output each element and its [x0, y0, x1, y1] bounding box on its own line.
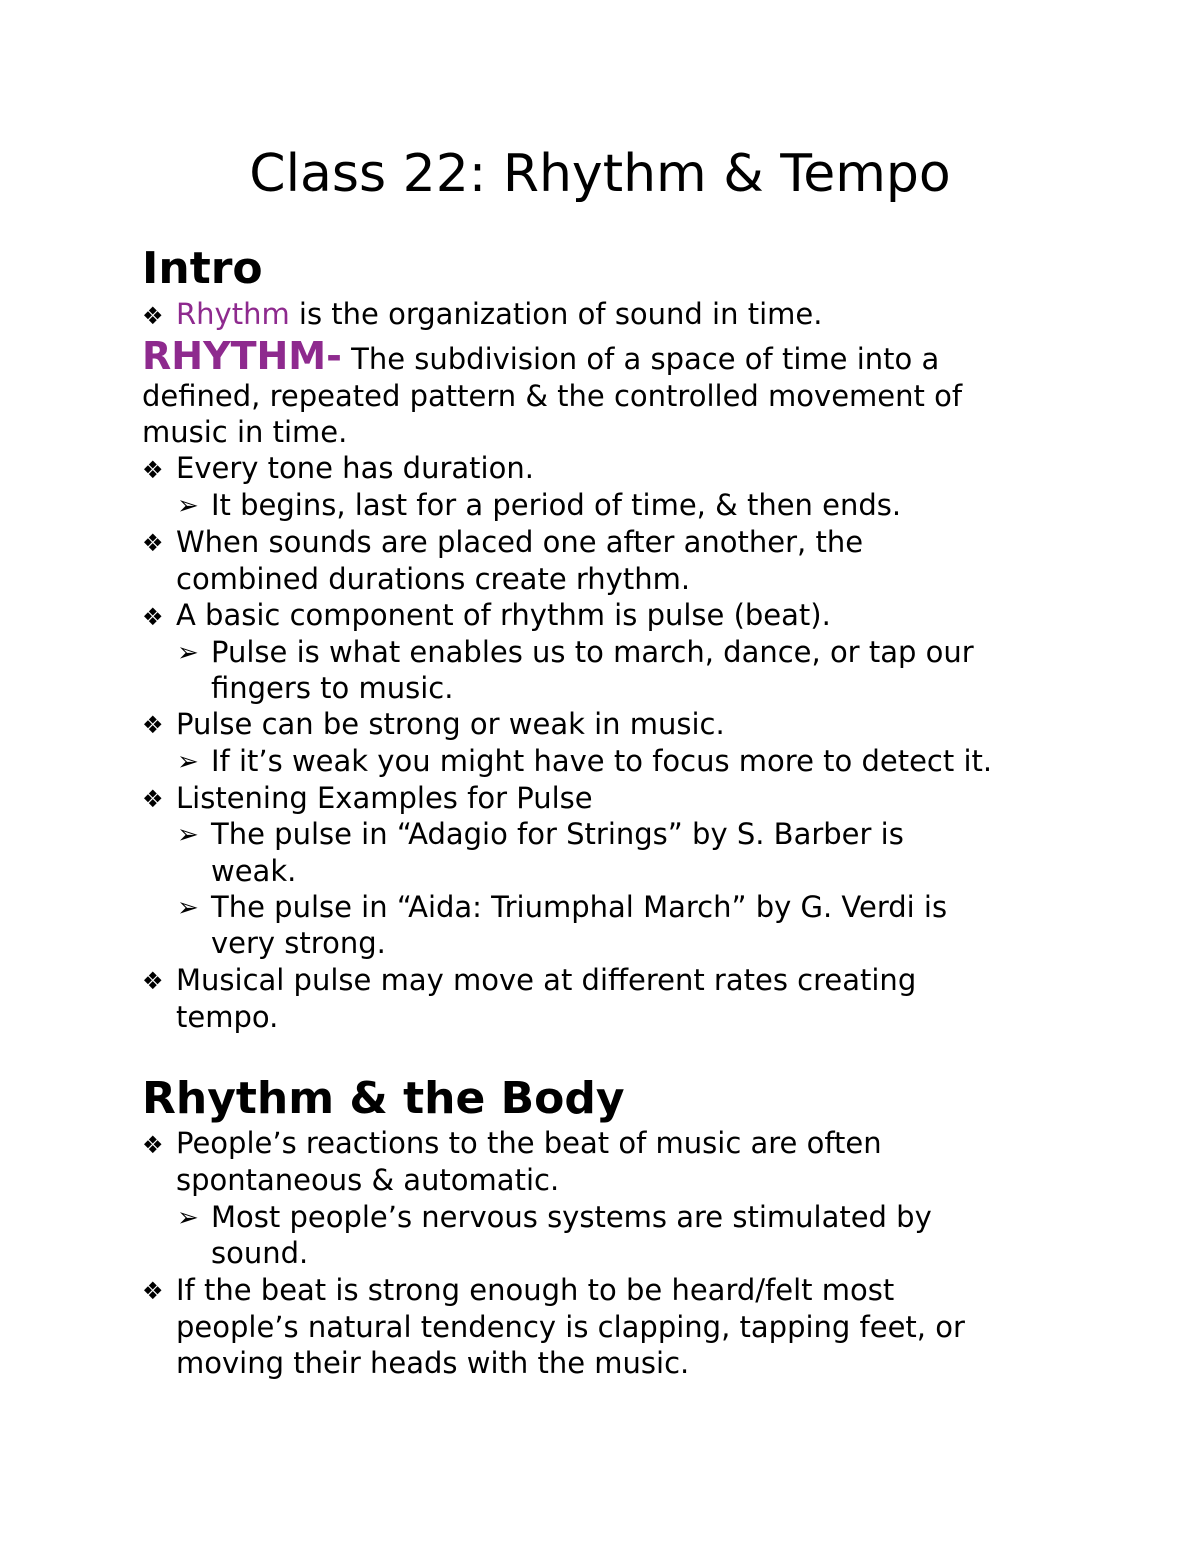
- intro-item-2: Every tone has duration.: [176, 451, 534, 485]
- rhythm-term: Rhythm: [176, 297, 290, 331]
- intro-subitem-2: Pulse is what enables us to march, dance, or tap our: [211, 635, 974, 669]
- diamond-bullet-icon: ❖: [142, 1131, 164, 1159]
- intro-item-3: When sounds are placed one after another, the: [176, 525, 864, 559]
- intro-subitem-2-cont: fingers to music.: [211, 671, 454, 705]
- body-item-1: People’s reactions to the beat of music are often: [176, 1126, 882, 1160]
- section-heading-intro: Intro: [142, 243, 263, 294]
- arrow-bullet-icon: ➢: [177, 893, 199, 923]
- definition-term: RHYTHM-: [142, 334, 342, 378]
- diamond-bullet-icon: ❖: [142, 302, 164, 330]
- body-item-2: If the beat is strong enough to be heard/felt most: [176, 1273, 895, 1307]
- intro-item-1: [176, 296, 822, 332]
- arrow-bullet-icon: ➢: [177, 638, 199, 668]
- intro-subitem-4: The pulse in “Adagio for Strings” by S. Barber is: [211, 817, 904, 851]
- definition-text: The subdivision of a space of time into a: [341, 342, 940, 376]
- rhythm-definition-line-2: defined, repeated pattern & the controlled movement of: [142, 379, 963, 413]
- diamond-bullet-icon: ❖: [142, 967, 164, 995]
- intro-subitem-5-cont: very strong.: [211, 926, 386, 960]
- diamond-bullet-icon: ❖: [142, 603, 164, 631]
- intro-item-4: A basic component of rhythm is pulse (beat).: [176, 598, 831, 632]
- intro-subitem-3: If it’s weak you might have to focus more to detect it.: [211, 744, 993, 778]
- intro-item-6: Listening Examples for Pulse: [176, 781, 593, 815]
- intro-item-7-cont: tempo.: [176, 1000, 279, 1034]
- diamond-bullet-icon: ❖: [142, 529, 164, 557]
- intro-subitem-1: It begins, last for a period of time, & then ends.: [211, 488, 902, 522]
- diamond-bullet-icon: ❖: [142, 785, 164, 813]
- body-item-2-cont-2: moving their heads with the music.: [176, 1346, 690, 1380]
- diamond-bullet-icon: ❖: [142, 1277, 164, 1305]
- intro-subitem-4-cont: weak.: [211, 854, 297, 888]
- body-item-1-cont: spontaneous & automatic.: [176, 1163, 560, 1197]
- diamond-bullet-icon: ❖: [142, 711, 164, 739]
- arrow-bullet-icon: ➢: [177, 491, 199, 521]
- section-heading-rhythm-body: Rhythm & the Body: [142, 1073, 625, 1124]
- body-subitem-1-cont: sound.: [211, 1236, 309, 1270]
- rhythm-definition-line-3: music in time.: [142, 415, 348, 449]
- page-title: Class 22: Rhythm & Tempo: [249, 144, 951, 204]
- arrow-bullet-icon: ➢: [177, 820, 199, 850]
- arrow-bullet-icon: ➢: [177, 747, 199, 777]
- rhythm-definition-line-1: [142, 334, 940, 378]
- arrow-bullet-icon: ➢: [177, 1203, 199, 1233]
- intro-item-3-cont: combined durations create rhythm.: [176, 562, 691, 596]
- intro-item-1-text: is the organization of sound in time.: [289, 297, 823, 331]
- diamond-bullet-icon: ❖: [142, 456, 164, 484]
- body-subitem-1: Most people’s nervous systems are stimulated by: [211, 1200, 932, 1234]
- intro-item-7: Musical pulse may move at different rates creating: [176, 963, 917, 997]
- intro-subitem-5: The pulse in “Aida: Triumphal March” by G. Verdi is: [211, 890, 948, 924]
- intro-item-5: Pulse can be strong or weak in music.: [176, 707, 725, 741]
- body-item-2-cont-1: people’s natural tendency is clapping, tapping feet, or: [176, 1310, 965, 1344]
